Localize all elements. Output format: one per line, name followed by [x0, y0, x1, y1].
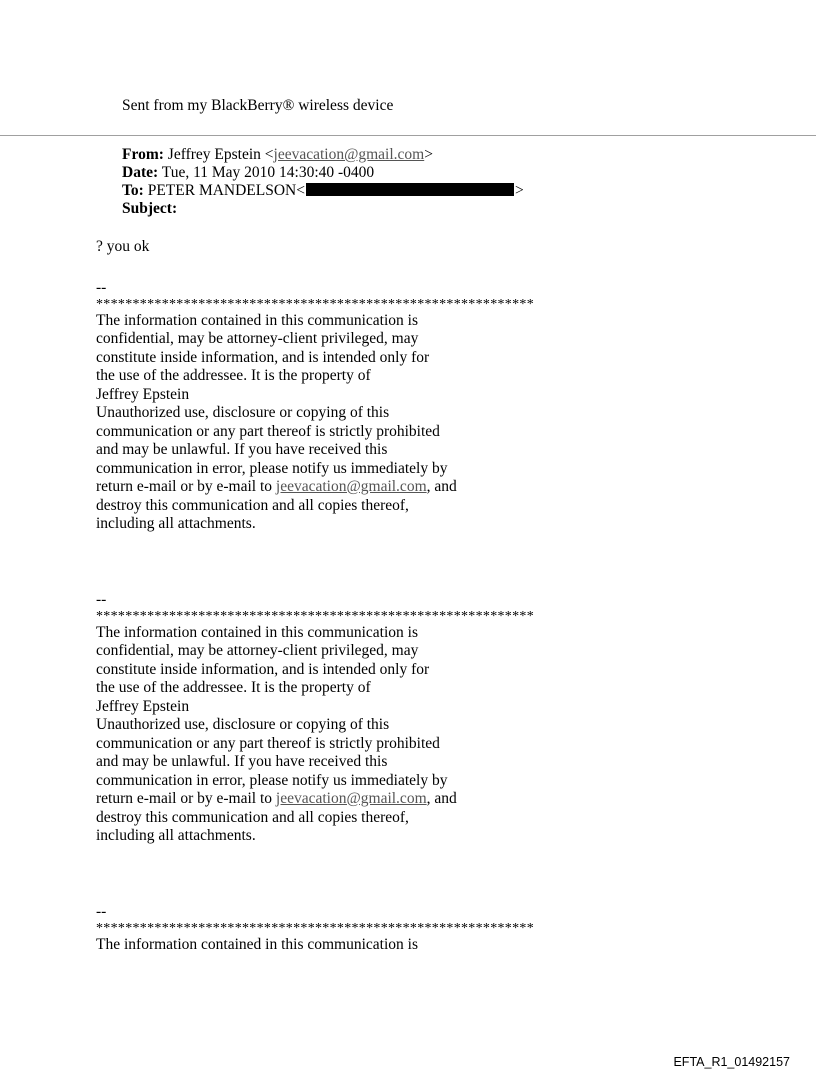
subject-label: Subject: [122, 200, 178, 217]
message-body: ? you ok [96, 238, 150, 255]
to-close: > [515, 182, 524, 199]
disclaimer-line: the use of the addressee. It is the property of [96, 679, 371, 696]
disclaimer-line: The information contained in this communication is [96, 311, 418, 329]
to-line [122, 182, 524, 200]
disclaimer-line: communication in error, please notify us immediately by [96, 771, 448, 789]
sent-from-line: Sent from my BlackBerry® wireless device [122, 97, 394, 114]
date-label: Date: [122, 164, 159, 181]
disclaimer-line: including all attachments. [96, 515, 256, 532]
to-value: PETER MANDELSON< [147, 182, 305, 199]
asterisk-separator: ************************************************************ [96, 921, 534, 936]
disclaimer-line: confidential, may be attorney-client privileged, may [96, 330, 419, 347]
disclaimer-block [96, 903, 534, 954]
disclaimer-block [96, 591, 534, 846]
disclaimer-line: destroy this communication and all copies thereof, [96, 808, 409, 826]
disclaimer-line: Unauthorized use, disclosure or copying of this [96, 404, 390, 421]
asterisk-separator: ************************************************************ [96, 297, 534, 312]
bates-number: EFTA_R1_01492157 [673, 1055, 790, 1069]
from-name: Jeffrey Epstein < [167, 146, 274, 163]
disclaimer-line: The information contained in this communication is [96, 935, 418, 953]
signature-dashes: -- [96, 279, 107, 296]
disclaimer-link-suffix: , and [426, 478, 457, 495]
disclaimer-line: the use of the addressee. It is the property of [96, 367, 371, 384]
disclaimer-line: communication in error, please notify us immediately by [96, 459, 448, 477]
disclaimer-line: including all attachments. [96, 827, 256, 844]
disclaimer-email-link[interactable]: jeevacation@gmail.com [275, 478, 427, 495]
signature-dashes: -- [96, 591, 107, 608]
date-line [122, 164, 524, 182]
disclaimer-line [96, 478, 534, 497]
disclaimer-block [96, 279, 534, 534]
disclaimer-line: and may be unlawful. If you have received this [96, 753, 388, 770]
email-header [122, 146, 524, 218]
disclaimer-link-prefix: return e-mail or by e-mail to [96, 478, 276, 495]
disclaimer-line [96, 790, 534, 809]
disclaimer-line: constitute inside information, and is intended only for [96, 660, 430, 678]
date-value: Tue, 11 May 2010 14:30:40 -0400 [161, 164, 375, 181]
from-line [122, 146, 524, 164]
to-label: To: [122, 182, 144, 199]
subject-line [122, 200, 524, 218]
asterisk-separator: ************************************************************ [96, 609, 534, 624]
disclaimer-line: Unauthorized use, disclosure or copying of this [96, 716, 390, 733]
disclaimer-line: and may be unlawful. If you have received this [96, 441, 388, 458]
from-label: From: [122, 146, 164, 163]
divider-line [0, 135, 816, 136]
redaction-box [306, 183, 514, 196]
disclaimer-line: constitute inside information, and is intended only for [96, 348, 430, 366]
signature-dashes: -- [96, 903, 107, 920]
disclaimer-line: confidential, may be attorney-client privileged, may [96, 642, 419, 659]
disclaimer-line: Jeffrey Epstein [96, 697, 190, 715]
disclaimer-line: communication or any part thereof is strictly prohibited [96, 734, 440, 752]
disclaimer-line: The information contained in this communication is [96, 623, 418, 641]
from-email-close: > [424, 146, 433, 163]
disclaimer-line: destroy this communication and all copies thereof, [96, 496, 409, 514]
disclaimer-email-link[interactable]: jeevacation@gmail.com [275, 790, 427, 807]
disclaimer-line: communication or any part thereof is strictly prohibited [96, 422, 440, 440]
disclaimer-link-suffix: , and [426, 790, 457, 807]
disclaimer-link-prefix: return e-mail or by e-mail to [96, 790, 276, 807]
disclaimer-line: Jeffrey Epstein [96, 385, 190, 403]
from-email-link[interactable]: jeevacation@gmail.com [273, 146, 425, 163]
